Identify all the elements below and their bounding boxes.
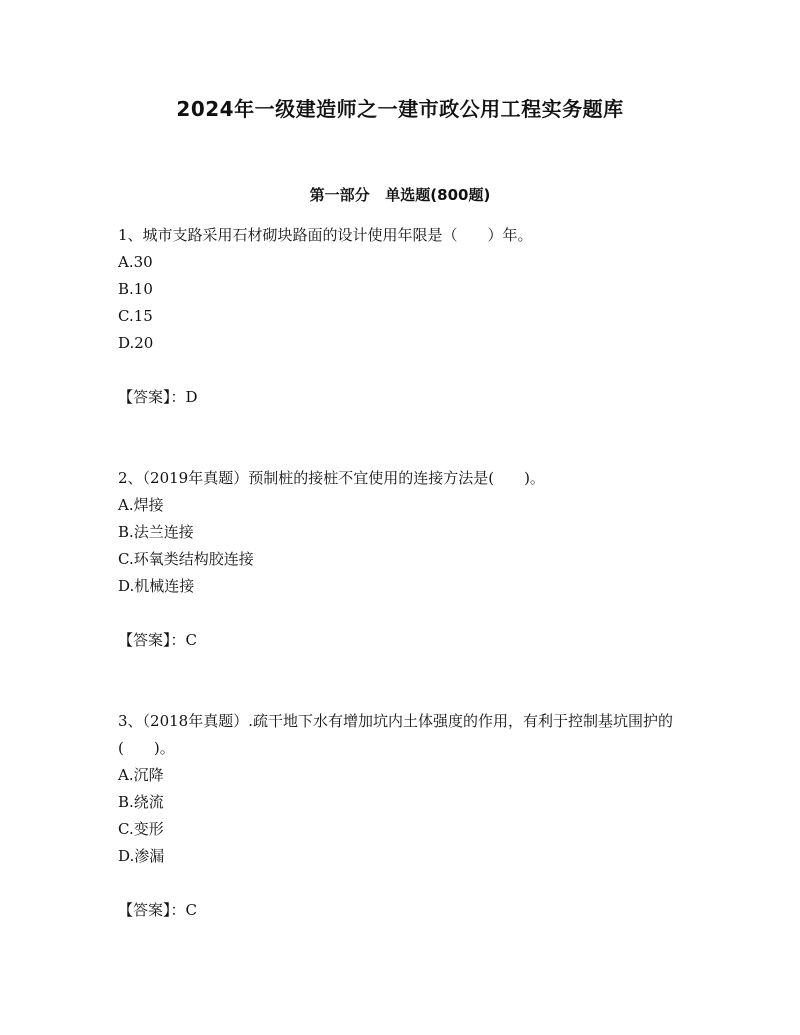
question-option-a: A.焊接: [118, 496, 164, 514]
section-title: 第一部分 单选题(800题): [309, 186, 491, 204]
question-option-b: B.10: [118, 280, 153, 298]
question-option-a: A.沉降: [118, 766, 164, 784]
question-option-c: C.环氧类结构胶连接: [118, 550, 254, 568]
question-answer: 【答案】：D: [118, 388, 198, 406]
question-option-d: D.机械连接: [118, 577, 195, 595]
question-stem: 3、（2018年真题）.疏干地下水有增加坑内土体强度的作用，有利于控制基坑围护的( )。: [118, 712, 673, 757]
question-answer: 【答案】：C: [118, 631, 197, 649]
question-3: [118, 708, 688, 924]
question-option-c: C.15: [118, 307, 153, 325]
spacer: [118, 654, 688, 708]
question-stem: 2、（2019年真题）预制桩的接桩不宜使用的连接方法是( )。: [118, 469, 545, 487]
question-option-c: C.变形: [118, 820, 164, 838]
question-option-d: D.20: [118, 334, 154, 352]
question-option-b: B.绕流: [118, 793, 164, 811]
question-1: [118, 222, 688, 411]
question-answer: 【答案】：C: [118, 901, 197, 919]
question-list: [118, 222, 688, 924]
question-2: [118, 465, 688, 654]
question-stem: 1、城市支路采用石材砌块路面的设计使用年限是（ ）年。: [118, 226, 533, 244]
question-option-d: D.渗漏: [118, 847, 165, 865]
spacer: [118, 411, 688, 465]
document-title: 2024年一级建造师之一建市政公用工程实务题库: [176, 97, 624, 121]
question-option-a: A.30: [118, 253, 153, 271]
question-option-b: B.法兰连接: [118, 523, 194, 541]
